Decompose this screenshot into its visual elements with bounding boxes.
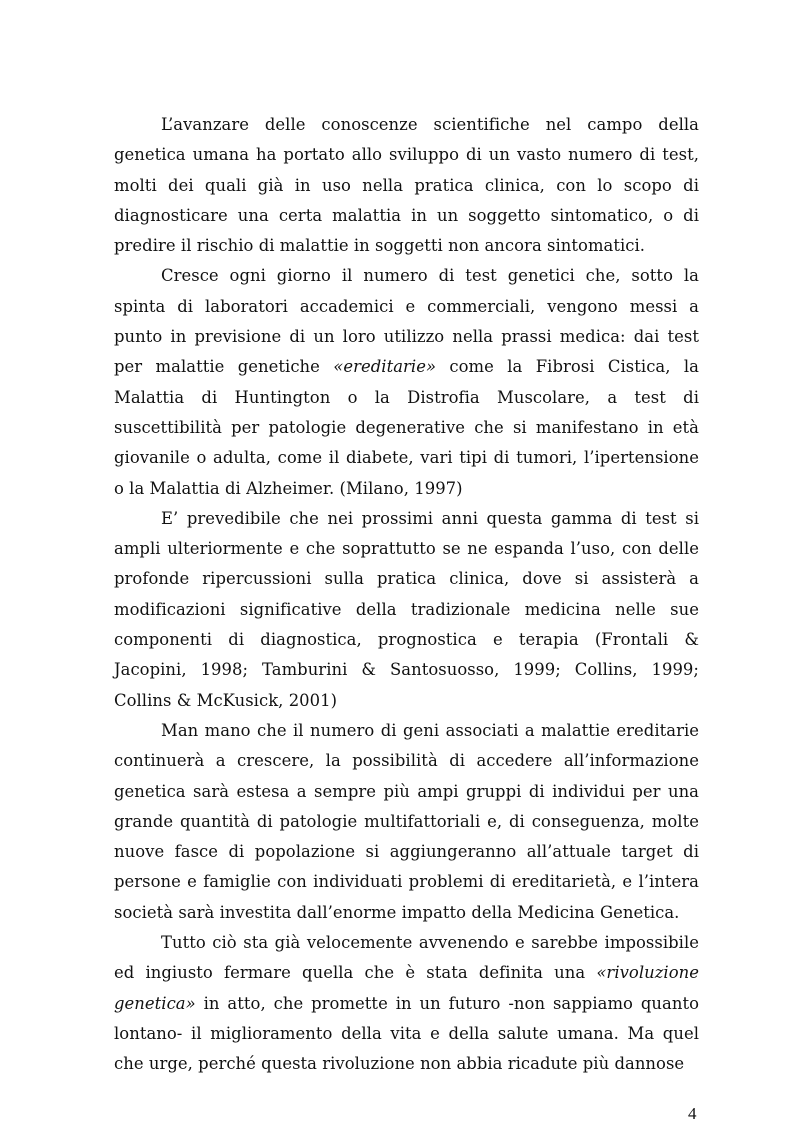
page-number: 4 (688, 1104, 697, 1123)
paragraph-4-text: Man mano che il numero di geni associati a malattie ereditarie continuerà a crescere, la possibilità di accedere all’informazione genetica sarà estesa a sempre più ampi gruppi di individui per una grande quantità di patologie multifattoriali e, di conseguenza, molte nuove fasce di popolazione si aggiungeranno all’attuale target di persone e famiglie con individuati problemi di ereditarietà, e l’intera società sarà investita dall’enorme impatto della Medicina Genetica. (114, 720, 699, 922)
paragraph-5-italic-term: «rivoluzione genetica» (114, 963, 699, 1013)
paragraph-5 (114, 928, 699, 1079)
document-body (114, 110, 699, 1080)
paragraph-2 (114, 261, 699, 503)
paragraph-1-text: L’avanzare delle conoscenze scientifiche nel campo della genetica umana ha portato allo sviluppo di un vasto numero di test, molti dei quali già in uso nella pratica clinica, con lo scopo di diagnosticare una certa malattia in un soggetto sintomatico, o di predire il rischio di malattie in soggetti non ancora sintomatici. (114, 115, 699, 256)
paragraph-5-text-b: in atto, che promette in un futuro -non sappiamo quanto lontano- il miglioramento della vita e della salute umana. Ma quel che urge, perché questa rivoluzione non abbia ricadute più dannose (114, 993, 699, 1074)
paragraph-4 (114, 716, 699, 928)
paragraph-3 (114, 504, 699, 716)
paragraph-3-text: E’ prevedibile che nei prossimi anni questa gamma di test si ampli ulteriormente e che soprattutto se ne espanda l’uso, con delle profonde ripercussioni sulla pratica clinica, dove si assisterà a modificazioni significative della tradizionale medicina nelle sue componenti di diagnostica, prognostica e terapia (Frontali & Jacopini, 1998; Tamburini & Santosuosso, 1999; Collins, 1999; Collins & McKusick, 2001) (114, 508, 699, 710)
paragraph-2-text-b: come la Fibrosi Cistica, la Malattia di Huntington o la Distrofia Muscolare, a test di suscettibilità per patologie degenerative che si manifestano in età giovanile o adulta, come il diabete, vari tipi di tumori, l’ipertensione o la Malattia di Alzheimer. (Milano, 1997) (114, 357, 699, 498)
paragraph-2-text-a: Cresce ogni giorno il numero di test genetici che, sotto la spinta di laboratori accademici e commerciali, vengono messi a punto in previsione di un loro utilizzo nella prassi medica: dai test per malattie genetiche (114, 266, 699, 377)
paragraph-2-italic-term: «ereditarie» (333, 357, 437, 377)
paragraph-1 (114, 110, 699, 261)
paragraph-5-text-a: Tutto ciò sta già velocemente avvenendo e sarebbe impossibile ed ingiusto fermare quella che è stata definita una (114, 933, 699, 983)
